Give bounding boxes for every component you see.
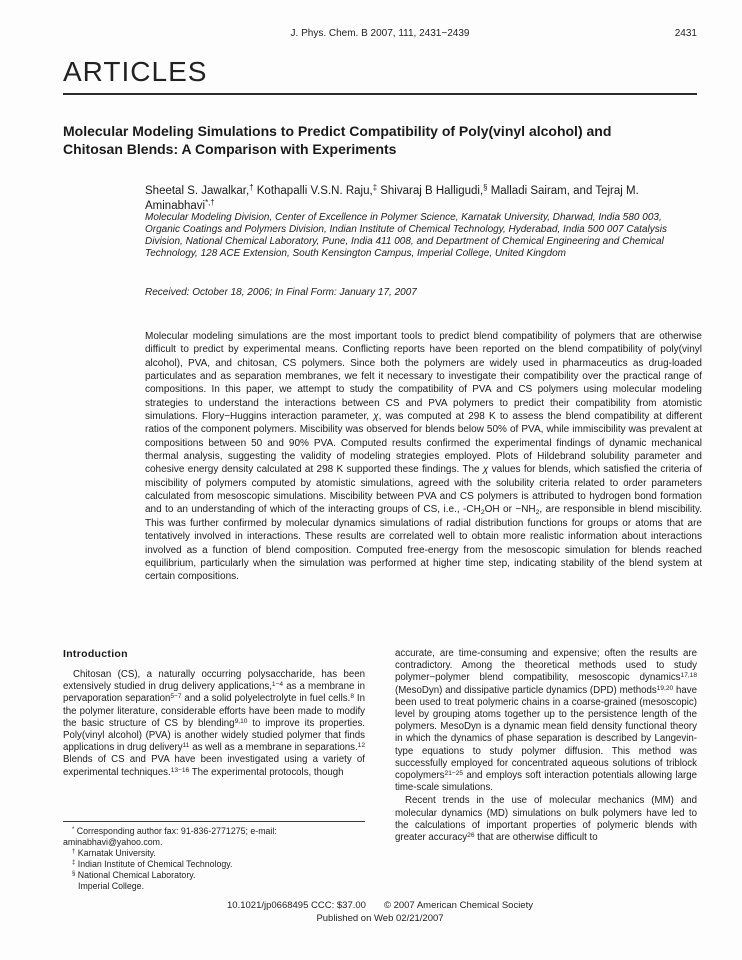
affiliation-text: Molecular Modeling Division, Center of Excellence in Polymer Science, Karnatak University, Dharwad, India 580 003, Organic Coatings and Polymers Division, Indian Institute of Chemical Technology, Hyderabad, India 500 007 Catalysis Division, National Chemical Laboratory, Pune, India 411 008, and Department of Chemical Engineering and Chemical Technology, 128 ACE Extension, South Kensington Campus, Imperial College, United Kingdom (145, 212, 667, 259)
copyright-text: © 2007 American Chemical Society (383, 900, 533, 911)
body-paragraph: Recent trends in the use of molecular mechanics (MM) and molecular dynamics (MD) simulations on bulk polymers have led to the calculations of important properties of polymeric blends with greater accuracy$^{26}$ that are otherwise difficult to (395, 795, 697, 844)
abstract-paragraph: Molecular modeling simulations are the most important tools to predict blend compatibility of polymers that are otherwise difficult to predict by experimental means. Conflicting reports have been reported on the blend compatibility of poly(vinyl alcohol), PVA, and chitosan, CS polymers. Since both the polymers are widely used in pharmaceutics as drug-loaded particulates and as separation membranes, we felt it necessary to investigate their compatibility over the practical range of compositions. In this paper, we attempt to study the compatibility of PVA and CS polymers using molecular modeling strategies to understand the interactions between CS and PVA polymers to predict their compatibility from atomistic simulations. Flory−Huggins interaction parameter, χ, was computed at 298 K to assess the blend compatibility at different ratios of the component polymers. Miscibility was observed for blends below 50% of PVA, while immiscibility was prevalent at compositions between 50 and 90% PVA. Computed results confirmed the experimental findings of dynamic mechanical thermal analysis, suggesting the validity of modeling strategies employed. Plots of Hildebrand solubility parameter and cohesive energy density calculated at 298 K supported these findings. The χ values for blends, which satisfied the criteria of miscibility of polymers computed by atomistic simulations, agreed with the solubility criteria related to order parameters calculated from mesoscopic simulations. Miscibility between PVA and CS polymers is attributed to hydrogen bond formation and to an understanding of which of the interacting groups of CS, i.e., -CH2OH or −NH2, are responsible in blend miscibility. This was further confirmed by molecular dynamics simulations of radial distribution functions for groups or atoms that are tentatively involved in interactions. These results are correlated well to obtain more realistic information about interactions involved as a function of blend composition. Computed free-energy from the mesoscopic simulation for blends reached equilibrium, particularly when the simulation was performed at higher time step, indicating stability of the blend system at certain compositions. (145, 331, 702, 583)
footnote-block (63, 821, 365, 892)
column-right (395, 648, 697, 892)
body-paragraph: accurate, are time-consuming and expensive; often the results are contradictory. Among the theoretical methods used to study polymer−polymer blend compatibility, mesoscopic dynamics$^{17,18}$ (MesoDyn) and dissipative particle dynamics (DPD) methods$^{19,20}$ have been used to treat polymeric chains in a coarse-grained (mesoscopic) level by grouping atoms together up to the persistence length of the polymers. MesoDyn is a dynamic mean field density functional theory in which the dynamics of phase separation is described by Langevin-type equations to study polymer diffusion. This method was successfully employed for concentrated aqueous solutions of triblock copolymers$^{21-25}$ and employs soft interaction potentials allowing large time-scale simulations. (395, 648, 698, 794)
footnote-imperial-college: Imperial College. (78, 881, 145, 891)
article-title: Molecular Modeling Simulations to Predict Compatibility of Poly(vinyl alcohol) and Chitosan Blends: A Comparison with Experiments (63, 123, 612, 157)
introduction-heading: Introduction (63, 648, 128, 660)
doi-text: 10.1021/jp0668495 CCC: $37.00 (227, 900, 366, 911)
two-column-body (63, 648, 697, 892)
received-line: Received: October 18, 2006; In Final Form: January 17, 2007 (145, 287, 417, 298)
footnote-corresponding-author: * Corresponding author fax: 91-836-2771275; e-mail: aminabhavi@yahoo.com. (63, 826, 277, 847)
column-left (63, 648, 365, 892)
page-number: 2431 (674, 28, 697, 39)
articles-banner: ARTICLES (63, 56, 697, 95)
published-text: Published on Web 02/21/2007 (316, 913, 444, 924)
footer-line-1 (63, 899, 697, 912)
footnote-ncl: § National Chemical Laboratory. (72, 870, 196, 880)
page-footer (63, 899, 697, 925)
author-line: Sheetal S. Jawalkar,† Kothapalli V.S.N. Raju,‡ Shivaraj B Halligudi,§ Malladi Sairam, and Tejraj M. Aminabhavi*,† (145, 183, 639, 212)
running-header (63, 28, 697, 39)
footnote-iict: ‡ Indian Institute of Chemical Technology. (72, 859, 233, 869)
journal-citation: J. Phys. Chem. B 2007, 111, 2431−2439 (290, 28, 470, 39)
footnote-karnatak-university: † Karnatak University. (72, 848, 156, 858)
intro-paragraph: Chitosan (CS), a naturally occurring polysaccharide, has been extensively studied in drug delivery applications,$^{1-4}$ as a membrane in pervaporation separation$^{5-7}$ and a solid polyelectrolyte in fuel cells.$^8$ In the polymer literature, considerable efforts have been made to modify the basic structure of CS by blending$^{9,10}$ to improve its properties. Poly(vinyl alcohol) (PVA) is another widely studied polymer that finds applications in drug delivery$^{11}$ as well as a membrane in separations.$^{12}$ Blends of CS and PVA have been investigated using a variety of experimental techniques.$^{13-16}$ The experimental protocols, though (63, 669, 365, 778)
